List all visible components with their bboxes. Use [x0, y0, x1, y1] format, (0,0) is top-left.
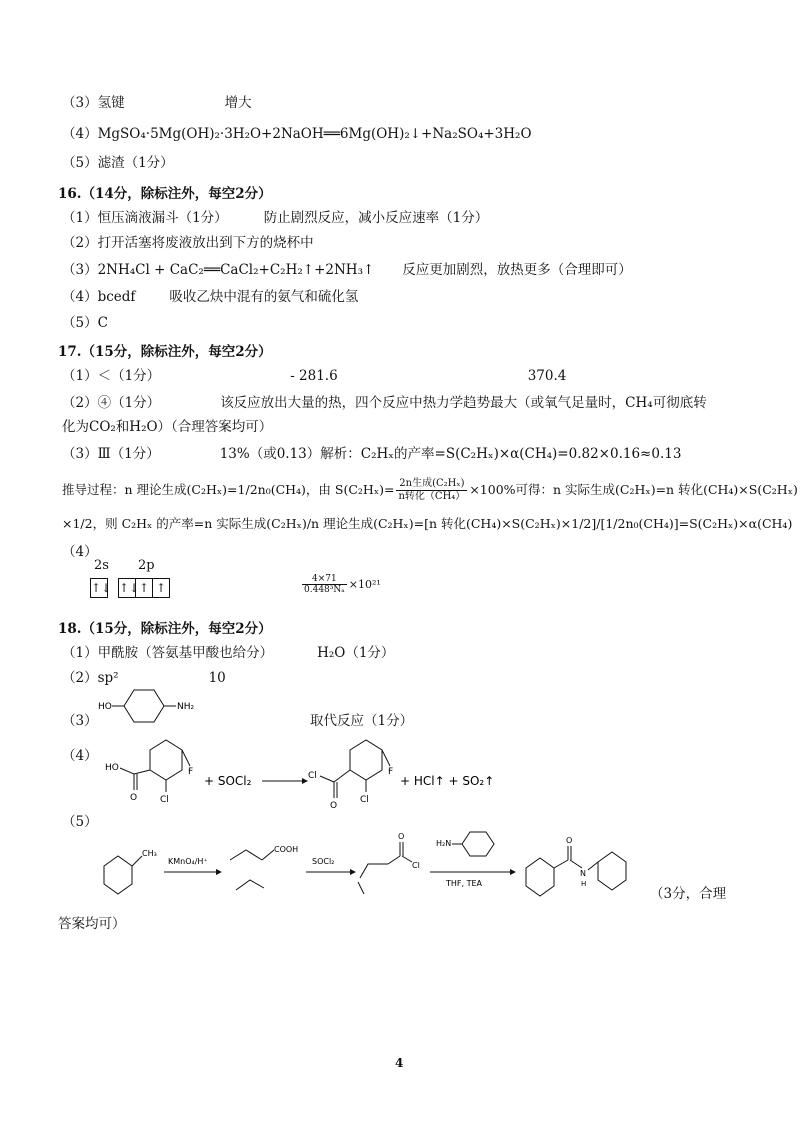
orbital-box-2p-1: ↑↓ [118, 578, 136, 598]
structure-label-o: O [330, 801, 338, 811]
structure-label-cl: Cl [412, 861, 420, 870]
structure-label-cl: Cl [308, 771, 317, 781]
answer-line [62, 366, 566, 386]
answer-text: 防止剧烈反应，减小反应速率（1分） [263, 210, 489, 226]
answer-text: （2）④（1分） [62, 395, 161, 411]
acyl-chloride-reaction [100, 728, 520, 824]
answer-line [62, 478, 798, 503]
reagent-socl2: + SOCl₂ [204, 774, 252, 788]
answer-line: （3分，合理 [650, 886, 727, 902]
page-number: 4 [395, 1056, 404, 1070]
answer-text: （3）2NH₄Cl + CaC₂══CaCl₂+C₂H₂↑+2NH₃↑ [62, 262, 375, 278]
fraction-denominator: n转化（CH₄） [398, 491, 466, 502]
reagent-socl2: SOCl₂ [312, 857, 335, 866]
answer-line: 取代反应（1分） [310, 713, 414, 729]
answer-line [62, 208, 488, 228]
answer-line [62, 444, 681, 464]
answer-text: （1）甲酰胺（答氨基甲酸也给分） [62, 645, 274, 661]
answer-line: （2）打开活塞将废液放出到下方的烧杯中 [62, 235, 314, 251]
question-heading: 18.（15分，除标注外，每空2分） [58, 621, 272, 637]
answer-line: （5）C [62, 315, 108, 331]
answer-text: 增大 [224, 95, 252, 111]
density-fraction [302, 574, 347, 595]
answer-text: （3）氢键 [62, 95, 125, 111]
answer-line: 答案均可） [58, 916, 126, 932]
orbital-label-2s: 2s [94, 558, 109, 573]
structure-label-n: N [580, 869, 586, 878]
structure-label-o: O [130, 793, 138, 803]
derivation-text: 推导过程：n 理论生成(C₂Hₓ)=1/2n₀(CH₄)，由 S(C₂Hₓ)= [62, 482, 395, 497]
structure-label-cl: Cl [160, 795, 169, 805]
aminophenol-structure [98, 682, 228, 728]
answer-text: - 281.6 [290, 368, 338, 384]
answer-line [62, 287, 358, 307]
answer-text: 吸收乙炔中混有的氨气和硫化氢 [169, 289, 359, 305]
answer-text: 10 [208, 670, 226, 686]
synthesis-route [96, 826, 656, 912]
answer-text: （4）bcedf [62, 289, 136, 305]
structure-label-h2n: H₂N [436, 839, 452, 848]
answer-line [62, 393, 707, 413]
answer-line [62, 643, 394, 663]
structure-label-ho: HO [105, 763, 119, 773]
answer-text: 370.4 [527, 368, 567, 384]
reaction-byproducts: + HCl↑ + SO₂↑ [400, 774, 495, 788]
fraction-numerator: 2n生成(C₂Hₓ) [396, 478, 467, 491]
structure-label-f: F [188, 767, 194, 777]
answer-line: （4） [62, 544, 98, 560]
derivation-text: ×100%可得：n 实际生成(C₂Hₓ)=n 转化(CH₄)×S(C₂Hₓ) [469, 482, 798, 497]
structure-label-cl: Cl [360, 795, 369, 805]
reagent-kmno4: KMnO₄/H⁺ [168, 857, 208, 866]
structure-label-cooh: COOH [274, 845, 299, 854]
answer-line: 化为CO₂和H₂O）（合理答案均可） [62, 419, 273, 435]
answer-text: 反应更加剧烈，放热更多（合理即可） [402, 262, 632, 278]
structure-label-f: F [388, 767, 394, 777]
answer-text: （3）Ⅲ（1分） [62, 446, 160, 462]
structure-label-nh2: NH₂ [177, 702, 195, 712]
orbital-diagram [88, 558, 228, 608]
answer-text: H₂O（1分） [317, 645, 395, 661]
structure-label-ho: HO [98, 702, 112, 712]
answer-text: 该反应放出大量的热，四个反应中热力学趋势最大（或氧气足量时，CH₄可彻底转 [220, 395, 707, 411]
answer-line: （3） [62, 713, 98, 729]
selectivity-fraction [396, 478, 467, 503]
fraction-numerator: 4×71 [302, 574, 347, 585]
orbital-box-2p-3: ↑ [152, 578, 170, 598]
answer-line [62, 260, 632, 280]
orbital-label-2p: 2p [138, 558, 155, 573]
answer-text: （1）＜（1分） [62, 368, 161, 384]
answer-text: 13%（或0.13）解析：C₂Hₓ的产率=S(C₂Hₓ)×α(CH₄)=0.82×0.16≈0.13 [219, 446, 682, 462]
reagent-thf-tea: THF, TEA [446, 879, 483, 888]
question-heading: 17.（15分，除标注外，每空2分） [58, 344, 272, 360]
structure-label-h: H [581, 880, 587, 888]
answer-text: （1）恒压滴液漏斗（1分） [62, 210, 228, 226]
fraction-denominator: 0.448³Nₐ [304, 585, 345, 595]
answer-line [62, 93, 252, 113]
structure-label-o: O [566, 836, 573, 845]
answer-line: ×1/2，则 C₂Hₓ 的产率=n 实际生成(C₂Hₓ)/n 理论生成(C₂Hₓ)=[n 转化(CH₄)×S(C₂Hₓ)×1/2]/[1/2n₀(CH₄)]=S(C₂Hₓ)×α(CH₄) [62, 516, 793, 531]
density-power: ×10²¹ [348, 578, 381, 591]
answer-line: （4） [62, 748, 98, 764]
density-expression [300, 574, 381, 595]
answer-line: （5）滤渣（1分） [62, 155, 174, 171]
orbital-box-2s: ↑↓ [90, 578, 108, 598]
answer-line: （4）MgSO₄·5Mg(OH)₂·3H₂O+2NaOH══6Mg(OH)₂↓+Na₂SO₄+3H₂O [62, 126, 532, 142]
structure-label-ch3: CH₃ [142, 849, 157, 858]
orbital-box-2p-2: ↑ [135, 578, 153, 598]
structure-label-o: O [398, 832, 405, 841]
question-heading: 16.（14分，除标注外，每空2分） [58, 186, 272, 202]
answer-text: （2）sp² [62, 670, 119, 686]
answer-line: （5） [62, 814, 98, 830]
